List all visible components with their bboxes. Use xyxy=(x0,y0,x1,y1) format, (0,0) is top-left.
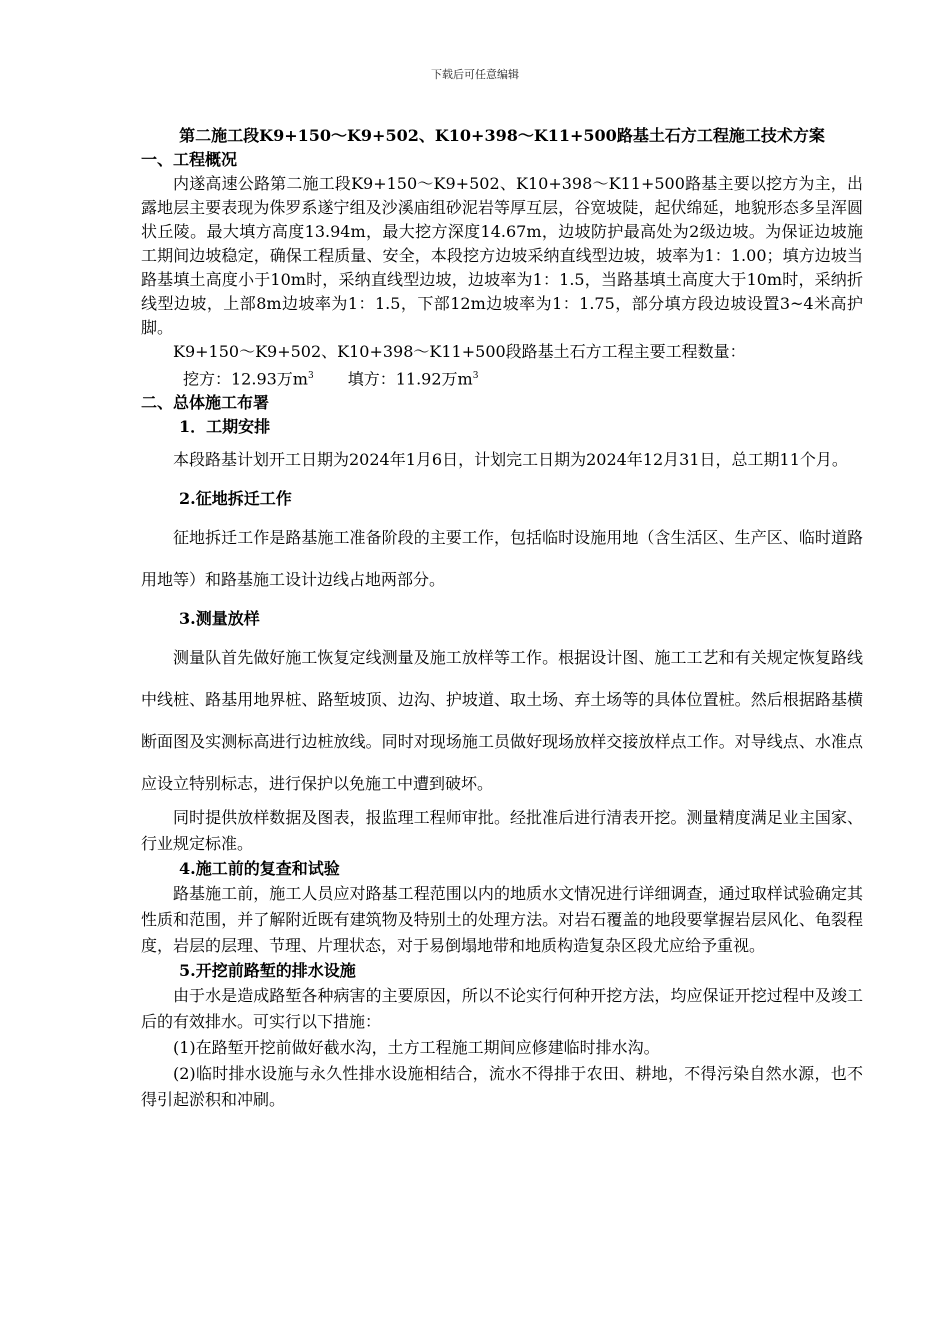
subheading-pre-check: 4.施工前的复查和试验 xyxy=(179,859,340,879)
page-header-note: 下载后可任意编辑 xyxy=(431,68,519,81)
quantity-intro-paragraph: K9+150～K9+502、K10+398～K11+500段路基土石方工程主要工程数量： xyxy=(173,342,746,361)
section-heading-layout: 二、总体施工布署 xyxy=(141,393,270,413)
drainage-item-1: (1)在路堑开挖前做好截水沟，土方工程施工期间应修建临时排水沟。 xyxy=(173,1038,660,1058)
document-title: 第二施工段K9+150～K9+502、K10+398～K11+500路基土石方工程施工技术方案 xyxy=(179,126,825,145)
survey-paragraph-2: 同时提供放样数据及图表，报监理工程师审批。经批准后进行清表开挖。测量精度满足业主国家、行业规定标准。 xyxy=(141,808,863,854)
land-acquisition-paragraph: 征地拆迁工作是路基施工准备阶段的主要工作，包括临时设施用地（含生活区、生产区、临时道路用地等）和路基施工设计边线占地两部分。 xyxy=(141,528,863,590)
subheading-drainage: 5.开挖前路堑的排水设施 xyxy=(179,961,356,981)
schedule-paragraph: 本段路基计划开工日期为2024年1月6日，计划完工日期为2024年12月31日，总工期11个月。 xyxy=(173,450,848,470)
drainage-paragraph: 由于水是造成路堑各种病害的主要原因，所以不论实行何种开挖方法，均应保证开挖过程中及竣工后的有效排水。可实行以下措施： xyxy=(141,986,863,1032)
fill-volume: 填方：11.92万m xyxy=(347,369,473,389)
overview-paragraph: 内遂高速公路第二施工段K9+150～K9+502、K10+398～K11+500路基主要以挖方为主，出露地层主要表现为侏罗系遂宁组及沙溪庙组砂泥岩等厚互层，谷宽坡陡，起伏绵延，地貌形态多呈浑圆状丘陵。最大填方高度13.94m，最大挖方深度14.67m，边坡防护最高处为2级边坡。为保证边坡施工期间边坡稳定，确保工程质量、安全，本段挖方边坡采纳直线型边坡，坡率为1：1.00；填方边坡当路基填土高度小于10m时，采纳直线型边坡，边坡率为1：1.5，当路基填土高度大于10m时，采纳折线型边坡，上部8m边坡率为1：1.5，下部12m边坡率为1：1.75，部分填方段边坡设置3~4米高护脚。 xyxy=(141,174,863,337)
fill-unit-superscript: 3 xyxy=(472,371,479,381)
subheading-survey: 3.测量放样 xyxy=(179,609,260,629)
survey-paragraph-1: 测量队首先做好施工恢复定线测量及施工放样等工作。根据设计图、施工工艺和有关规定恢复路线中线桩、路基用地界桩、路堑坡顶、边沟、护坡道、取土场、弃土场等的具体位置桩。然后根据路基横断面图及实测标高进行边桩放线。同时对现场施工员做好现场放样交接放样点工作。对导线点、水准点应设立特别标志，进行保护以免施工中遭到破坏。 xyxy=(141,648,863,794)
section-heading-overview: 一、工程概况 xyxy=(141,150,238,169)
drainage-item-2: (2)临时排水设施与永久性排水设施相结合，流水不得排于农田、耕地，不得污染自然水源，也不得引起淤积和冲刷。 xyxy=(141,1064,863,1110)
cut-volume: 挖方：12.93万m xyxy=(183,369,308,389)
subheading-land-acquisition: 2.征地拆迁工作 xyxy=(179,489,292,509)
pre-check-paragraph: 路基施工前，施工人员应对路基工程范围以内的地质水文情况进行详细调查，通过取样试验确定其性质和范围，并了解附近既有建筑物及特别土的处理方法。对岩石覆盖的地段要掌握岩层风化、龟裂程度，岩层的层理、节理、片理状态，对于易倒塌地带和地质构造复杂区段尤应给予重视。 xyxy=(141,884,863,956)
subheading-schedule: 1．工期安排 xyxy=(179,417,271,437)
document-body xyxy=(141,124,863,1113)
quantity-row xyxy=(141,364,863,391)
cut-unit-superscript: 3 xyxy=(307,371,314,381)
